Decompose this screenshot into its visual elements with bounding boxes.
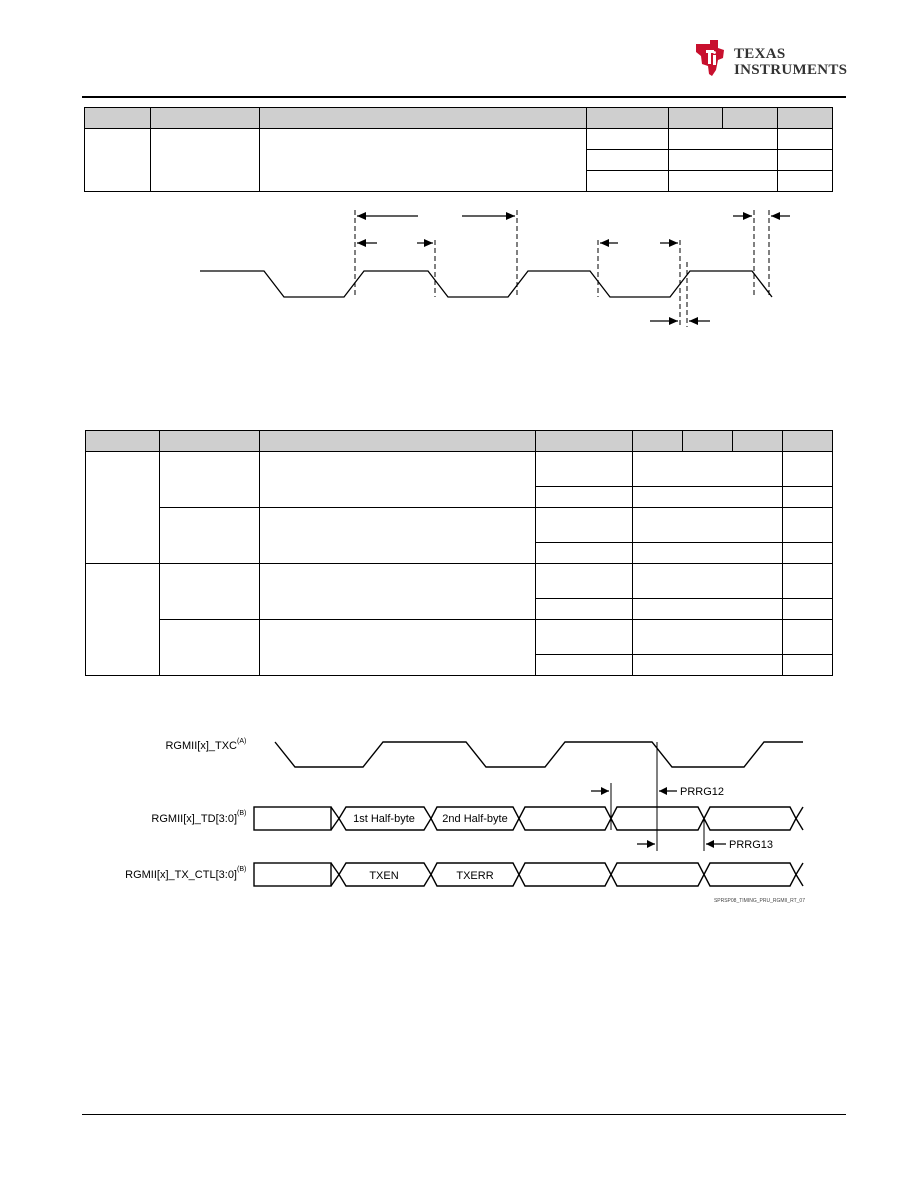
table-row [85, 129, 833, 150]
td-first-half-byte-label: 1st Half-byte [353, 813, 415, 825]
txc-waveform [275, 742, 803, 767]
ti-state-logo-icon [690, 38, 730, 78]
td-note-label: (B) [237, 810, 247, 817]
timing-table-1 [84, 107, 833, 192]
tx-ctl-txerr-label: TXERR [456, 870, 494, 882]
table-row [86, 508, 833, 543]
table-row [86, 620, 833, 655]
td-second-half-byte-label: 2nd Half-byte [442, 813, 508, 825]
table-header-row [86, 431, 833, 452]
figure-id-label: SPRSP08_TIMING_PRU_RGMII_RT_07 [713, 898, 805, 904]
logo-text-line1: TEXAS [734, 46, 786, 62]
rgmii-transmit-timing-diagram [0, 725, 918, 915]
ti-logo [690, 38, 848, 84]
tx-ctl-bus [254, 863, 803, 886]
table-row [86, 564, 833, 599]
txc-signal-label: RGMII[x]_TXC [165, 740, 237, 752]
header-rule [82, 96, 846, 98]
table-header-row [85, 108, 833, 129]
footer-rule [82, 1114, 846, 1115]
td-bus [254, 807, 803, 830]
clock-timing-diagram [0, 200, 918, 340]
prrg12-label: PRRG12 [680, 786, 725, 798]
timing-table-2 [85, 430, 833, 676]
tx-ctl-note-label: (B) [237, 866, 247, 873]
prrg13-label: PRRG13 [729, 839, 774, 851]
logo-text-line2: INSTRUMENTS [734, 62, 848, 78]
table-row [86, 452, 833, 487]
prrg13-marker [637, 840, 726, 848]
td-signal-label: RGMII[x]_TD[3:0] [151, 813, 237, 825]
tx-ctl-txen-label: TXEN [369, 870, 399, 882]
txc-note-label: (A) [237, 738, 247, 745]
tx-ctl-signal-label: RGMII[x]_TX_CTL[3:0] [125, 869, 237, 881]
prrg12-marker [591, 787, 677, 795]
